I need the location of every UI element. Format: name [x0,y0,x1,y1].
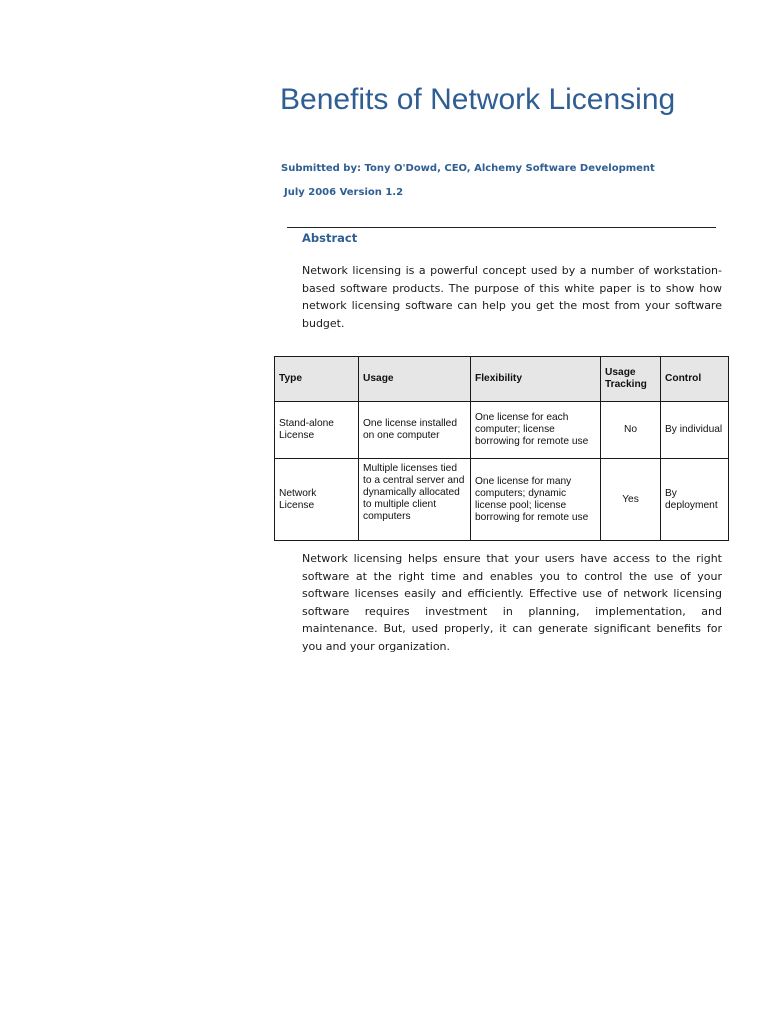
header-usage: Usage [359,357,471,402]
cell-usage: One license installed on one computer [359,402,471,459]
header-flexibility: Flexibility [471,357,601,402]
cell-control: By deployment [661,459,729,541]
table-row [275,459,729,541]
header-type: Type [275,357,359,402]
cell-flexibility: One license for each computer; license borrowing for remote use [471,402,601,459]
cell-type: Stand-alone License [275,402,359,459]
table-row [275,402,729,459]
cell-control: By individual [661,402,729,459]
horizontal-rule [287,227,716,228]
cell-usage-tracking: Yes [601,459,661,541]
submitted-by-line: Submitted by: Tony O'Dowd, CEO, Alchemy Software Development [281,163,655,174]
cell-type: Network License [275,459,359,541]
closing-paragraph: Network licensing helps ensure that your users have access to the right software at the right time and enables you to control the use of your software licenses easily and efficiently. Effective use of network licensing software requires investment in planning, implementation, and maintenance. But, used properly, it can generate significant benefits for you and your organization. [302,552,722,653]
header-usage-tracking: Usage Tracking [601,357,661,402]
header-control: Control [661,357,729,402]
cell-usage: Multiple licenses tied to a central server and dynamically allocated to multiple client computers [359,459,471,541]
date-version-line: July 2006 Version 1.2 [284,187,404,198]
licensing-comparison-table [274,356,729,541]
cell-flexibility: One license for many computers; dynamic license pool; license borrowing for remote use [471,459,601,541]
abstract-heading: Abstract [302,231,358,245]
table-header-row [275,357,729,402]
cell-usage-tracking: No [601,402,661,459]
document-title: Benefits of Network Licensing [280,83,676,116]
abstract-paragraph: Network licensing is a powerful concept used by a number of workstation-based software products. The purpose of this white paper is to show how network licensing software can help you get the most from your software budget. [302,264,722,330]
